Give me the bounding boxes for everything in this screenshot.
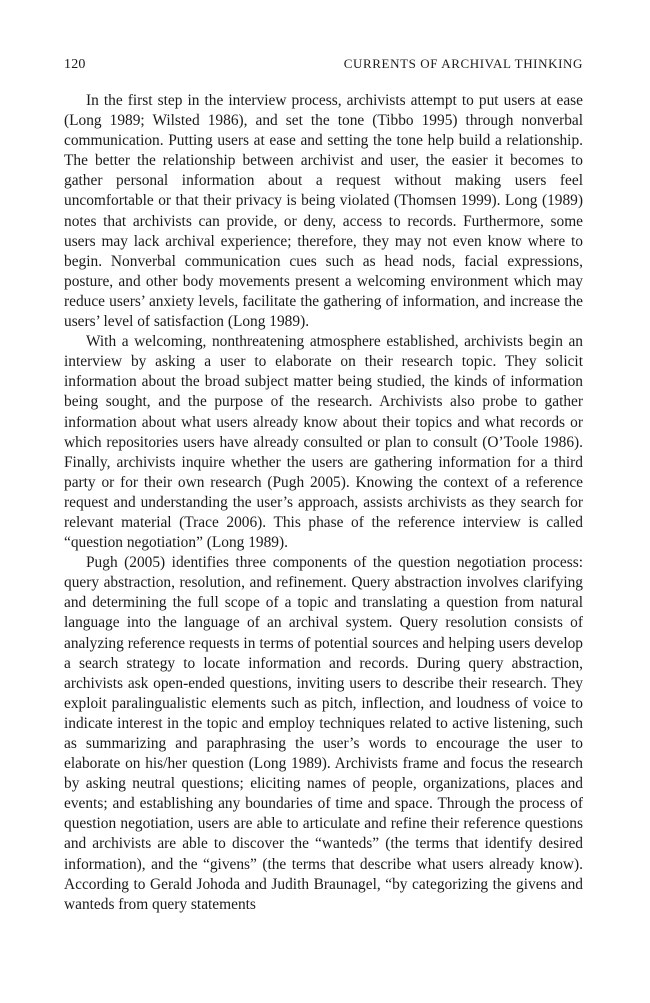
body-text xyxy=(64,91,583,915)
running-title: CURRENTS OF ARCHIVAL THINKING xyxy=(343,56,583,71)
page-number: 120 xyxy=(64,57,86,72)
running-head xyxy=(64,56,583,73)
book-page xyxy=(64,56,583,915)
paragraph-2: With a welcoming, nonthreatening atmosphere established, archivists begin an interview by asking a user to elaborate on their research topic. They solicit information about the broad subject matter being studied, the kinds of information being sought, and the purpose of the research. Archivists also probe to gather information about what users already know about their topics and what records or which repositories users have already consulted or plan to consult (O’Toole 1986). Finally, archivists inquire whether the users are gathering information for a third party or for their own research (Pugh 2005). Knowing the context of a reference request and understanding the user’s approach, assists archivists as they search for relevant material (Trace 2006). This phase of the reference interview is called “question negotiation” (Long 1989). xyxy=(64,333,583,552)
paragraph-1: In the first step in the interview process, archivists attempt to put users at ease (Long 1989; Wilsted 1986), and set the tone (Tibbo 1995) through nonverbal communication. Putting users at ease and setting the tone help build a relationship. The better the relationship between archivist and user, the easier it becomes to gather personal information about a request without making users feel uncomfortable or that their privacy is being violated (Thomsen 1999). Long (1989) notes that archivists can provide, or deny, access to records. Furthermore, some users may lack archival experience; therefore, they may not even know where to begin. Nonverbal communication cues such as head nods, facial expressions, posture, and other body movements present a welcoming environment which may reduce users’ anxiety levels, facilitate the gathering of information, and increase the users’ level of satisfaction (Long 1989). xyxy=(64,92,583,331)
paragraph-3: Pugh (2005) identifies three components of the question negotiation process: query abstraction, resolution, and refinement. Query abstraction involves clarifying and determining the full scope of a topic and translating a question from natural language into the language of an archival system. Query resolution consists of analyzing reference requests in terms of potential sources and helping users develop a search strategy to locate information and records. During query abstraction, archivists ask open-ended questions, inviting users to describe their research. They exploit paralingualistic elements such as pitch, inflection, and loudness of voice to indicate interest in the topic and employ techniques related to active listening, such as summarizing and paraphrasing the user’s words to encourage the user to elaborate on his/her question (Long 1989). Archivists frame and focus the research by asking neutral questions; eliciting names of people, organizations, places and events; and establishing any boundaries of time and space. Through the process of question negotiation, users are able to articulate and refine their reference questions and archivists are able to discover the “wanteds” (the terms that identify desired information), and the “givens” (the terms that describe what users already know). According to Gerald Johoda and Judith Braunagel, “by categorizing the givens and wanteds from query statements xyxy=(64,554,583,913)
